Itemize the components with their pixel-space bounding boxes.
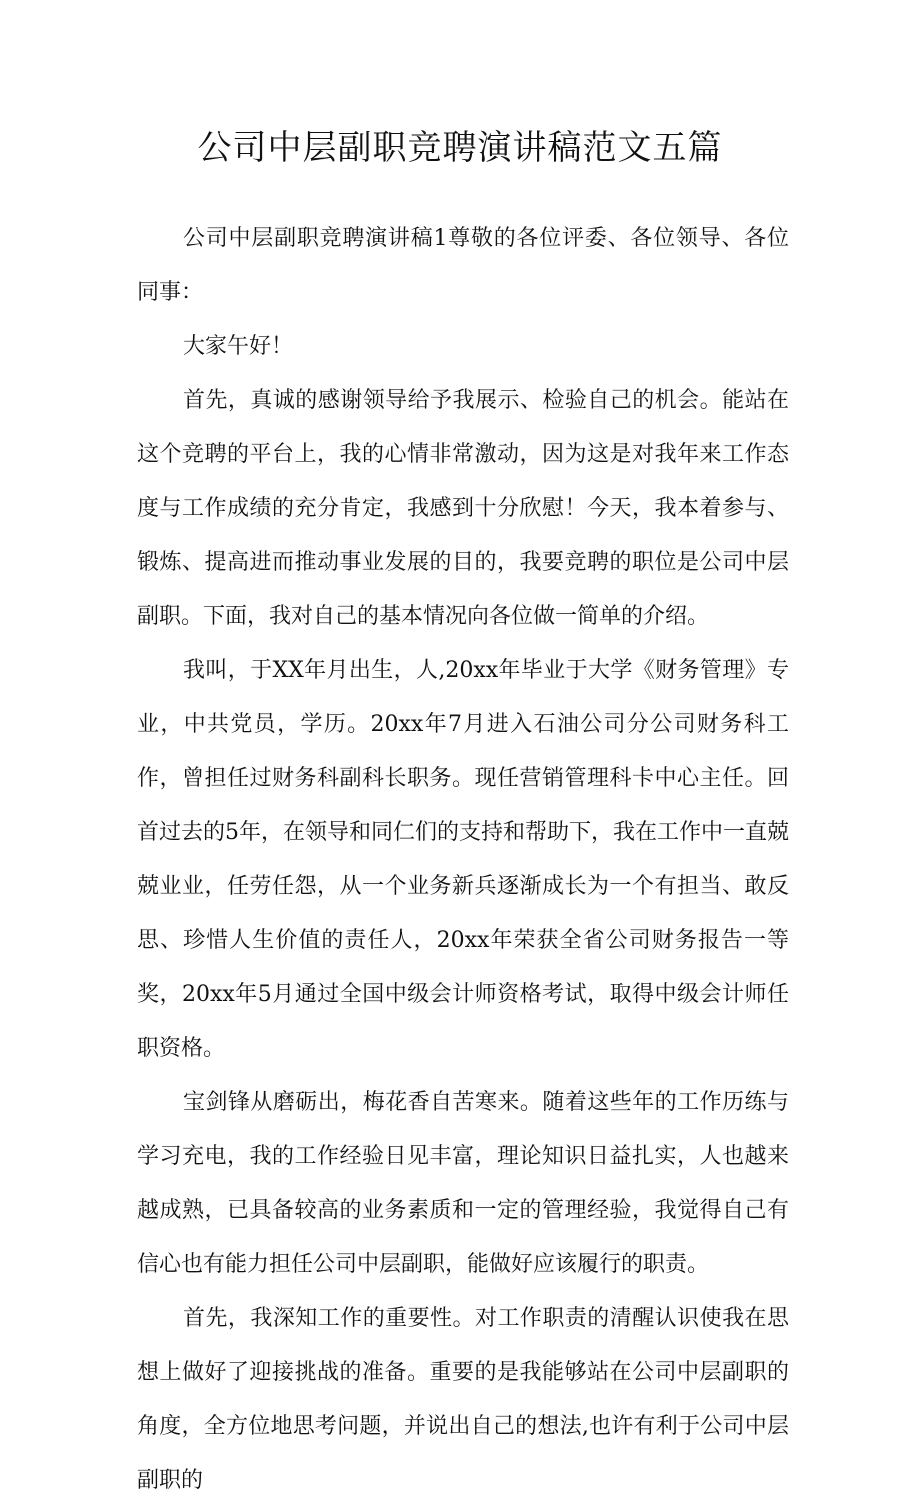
document-body — [137, 212, 789, 1508]
paragraph-self-introduction: 我叫，于XX年月出生，人,20xx年毕业于大学《财务管理》专业，中共党员，学历。20xx年7月进入石油公司分公司财务科工作，曾担任过财务科副科长职务。现任营销管理科卡中心主任。回首过去的5年，在领导和同仁们的支持和帮助下，我在工作中一直兢兢业业，任劳任怨，从一个业务新兵逐渐成长为一个有担当、敢反思、珍惜人生价值的责任人，20xx年荣获全省公司财务报告一等奖，20xx年5月通过全国中级会计师资格考试，取得中级会计师任职资格。 — [137, 658, 789, 1061]
paragraph-understanding: 首先，我深知工作的重要性。对工作职责的清醒认识使我在思想上做好了迎接挑战的准备。重要的是我能够站在公司中层副职的角度，全方位地思考问题，并说出自己的想法,也许有利于公司中层副职的 — [137, 1306, 789, 1493]
paragraph-salutation: 公司中层副职竞聘演讲稿1尊敬的各位评委、各位领导、各位同事： — [137, 226, 789, 305]
paragraph-greeting: 大家午好！ — [183, 334, 294, 359]
paragraph-opening: 首先，真诚的感谢领导给予我展示、检验自己的机会。能站在这个竞聘的平台上，我的心情非常激动，因为这是对我年来工作态度与工作成绩的充分肯定，我感到十分欣慰！今天，我本着参与、锻炼、提高进而推动事业发展的目的，我要竞聘的职位是公司中层副职。下面，我对自己的基本情况向各位做一简单的介绍。 — [137, 388, 789, 629]
paragraph-qualifications: 宝剑锋从磨砺出，梅花香自苦寒来。随着这些年的工作历练与学习充电，我的工作经验日见丰富，理论知识日益扎实，人也越来越成熟，已具备较高的业务素质和一定的管理经验，我觉得自己有信心也有能力担任公司中层副职，能做好应该履行的职责。 — [137, 1090, 789, 1277]
document-title: 公司中层副职竞聘演讲稿范文五篇 — [197, 128, 723, 168]
